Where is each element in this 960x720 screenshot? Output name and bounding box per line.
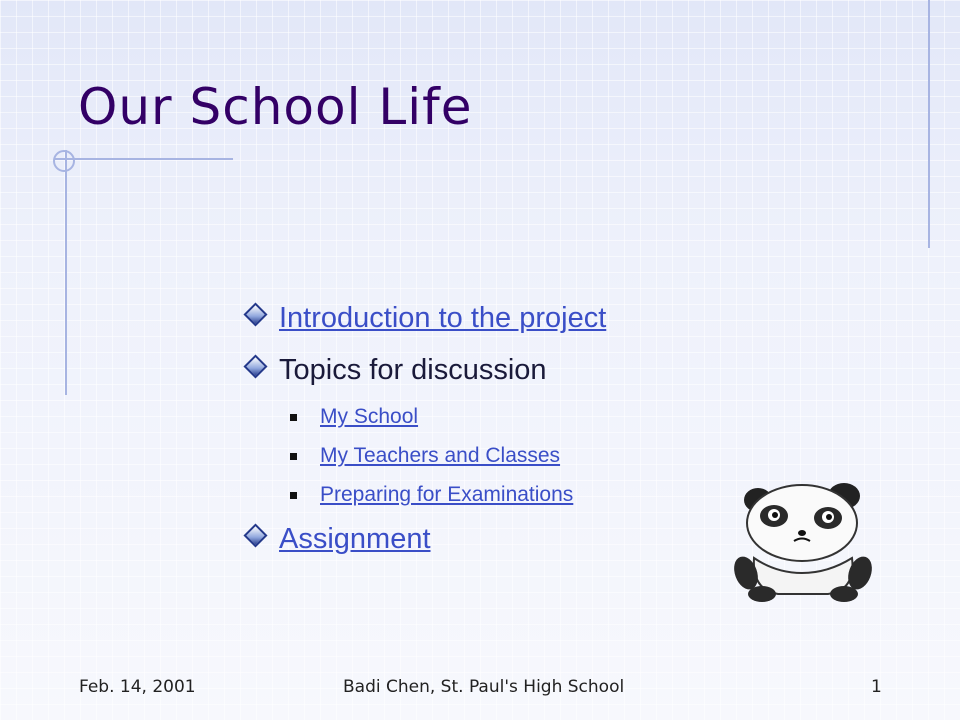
diamond-bullet-icon — [243, 302, 267, 326]
panda-illustration — [732, 478, 877, 603]
bullet-item — [245, 350, 865, 402]
square-bullet-icon — [290, 492, 297, 499]
topics-heading: Topics for discussion — [279, 354, 547, 386]
footer-date: Feb. 14, 2001 — [79, 677, 196, 697]
diamond-bullet-icon — [243, 523, 267, 547]
examinations-link[interactable]: Preparing for Examinations — [320, 483, 574, 506]
assignment-link[interactable]: Assignment — [279, 523, 431, 555]
diamond-bullet-icon — [243, 354, 267, 378]
bullet-item — [245, 298, 865, 350]
decorative-vertical-rule — [65, 150, 67, 395]
sub-bullet-item — [245, 441, 865, 480]
slide-title: Our School Life — [78, 78, 473, 136]
decorative-horizontal-rule — [55, 158, 233, 160]
square-bullet-icon — [290, 414, 297, 421]
square-bullet-icon — [290, 453, 297, 460]
decorative-right-rule — [928, 0, 930, 248]
page-number: 1 — [871, 677, 882, 697]
introduction-link[interactable]: Introduction to the project — [279, 302, 607, 334]
footer-author: Badi Chen, St. Paul's High School — [343, 677, 625, 697]
my-school-link[interactable]: My School — [320, 405, 419, 428]
teachers-classes-link[interactable]: My Teachers and Classes — [320, 444, 561, 467]
sub-bullet-item — [245, 402, 865, 441]
decorative-circle-icon — [53, 150, 75, 172]
